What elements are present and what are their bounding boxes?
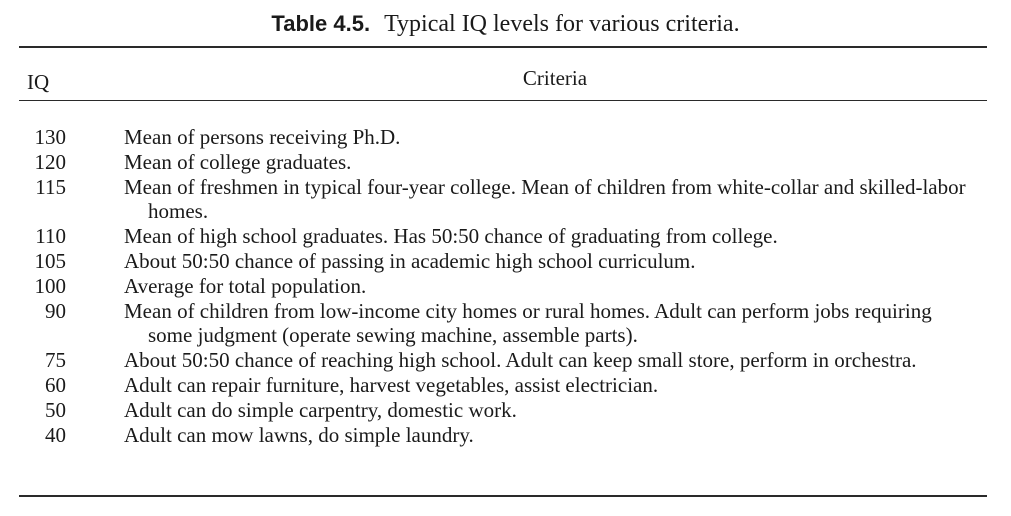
top-rule bbox=[19, 46, 987, 48]
criteria-text: About 50:50 chance of reaching high school. Adult can keep small store, perform in orchestra. bbox=[124, 348, 917, 372]
iq-column-header: IQ bbox=[27, 70, 50, 94]
criteria-text: Mean of freshmen in typical four-year college. Mean of children from white-collar and skilled-labor homes. bbox=[124, 175, 966, 223]
iq-value: 115 bbox=[35, 175, 66, 199]
table-row bbox=[0, 224, 1011, 248]
iq-value: 130 bbox=[34, 125, 66, 149]
iq-value: 50 bbox=[45, 398, 66, 422]
table-row bbox=[0, 373, 1011, 397]
table-row bbox=[0, 274, 1011, 298]
iq-value: 100 bbox=[34, 274, 66, 298]
criteria-text: Mean of children from low-income city homes or rural homes. Adult can perform jobs requiring some judgment (operate sewing machine, assemble parts). bbox=[124, 299, 932, 347]
iq-value: 105 bbox=[34, 249, 66, 273]
bottom-rule bbox=[19, 495, 987, 497]
table-title: Typical IQ levels for various criteria. bbox=[384, 11, 740, 37]
table-row bbox=[0, 348, 1011, 372]
table-row bbox=[0, 249, 1011, 273]
table-row bbox=[0, 398, 1011, 422]
iq-value: 90 bbox=[45, 299, 66, 323]
iq-value: 120 bbox=[34, 150, 66, 174]
criteria-text: Adult can do simple carpentry, domestic work. bbox=[124, 398, 517, 422]
iq-value: 60 bbox=[45, 373, 66, 397]
criteria-column-header: Criteria bbox=[522, 66, 588, 90]
table-body bbox=[0, 125, 1011, 448]
table-row bbox=[0, 150, 1011, 174]
criteria-text: Mean of high school graduates. Has 50:50 chance of graduating from college. bbox=[124, 224, 778, 248]
table-number: Table 4.5. bbox=[271, 11, 371, 36]
table-row bbox=[0, 423, 1011, 447]
iq-value: 75 bbox=[45, 348, 66, 372]
table-caption bbox=[0, 4, 1011, 44]
iq-value: 40 bbox=[45, 423, 66, 447]
table-row bbox=[0, 175, 1011, 223]
iq-value: 110 bbox=[35, 224, 66, 248]
criteria-text: Average for total population. bbox=[124, 274, 367, 298]
table-row bbox=[0, 299, 1011, 347]
criteria-text: Mean of college graduates. bbox=[124, 150, 352, 174]
criteria-text: Mean of persons receiving Ph.D. bbox=[124, 125, 401, 149]
criteria-text: Adult can mow lawns, do simple laundry. bbox=[124, 423, 474, 447]
table-row bbox=[0, 125, 1011, 149]
header-rule bbox=[19, 100, 987, 101]
criteria-text: About 50:50 chance of passing in academic high school curriculum. bbox=[124, 249, 696, 273]
criteria-text: Adult can repair furniture, harvest vegetables, assist electrician. bbox=[124, 373, 659, 397]
